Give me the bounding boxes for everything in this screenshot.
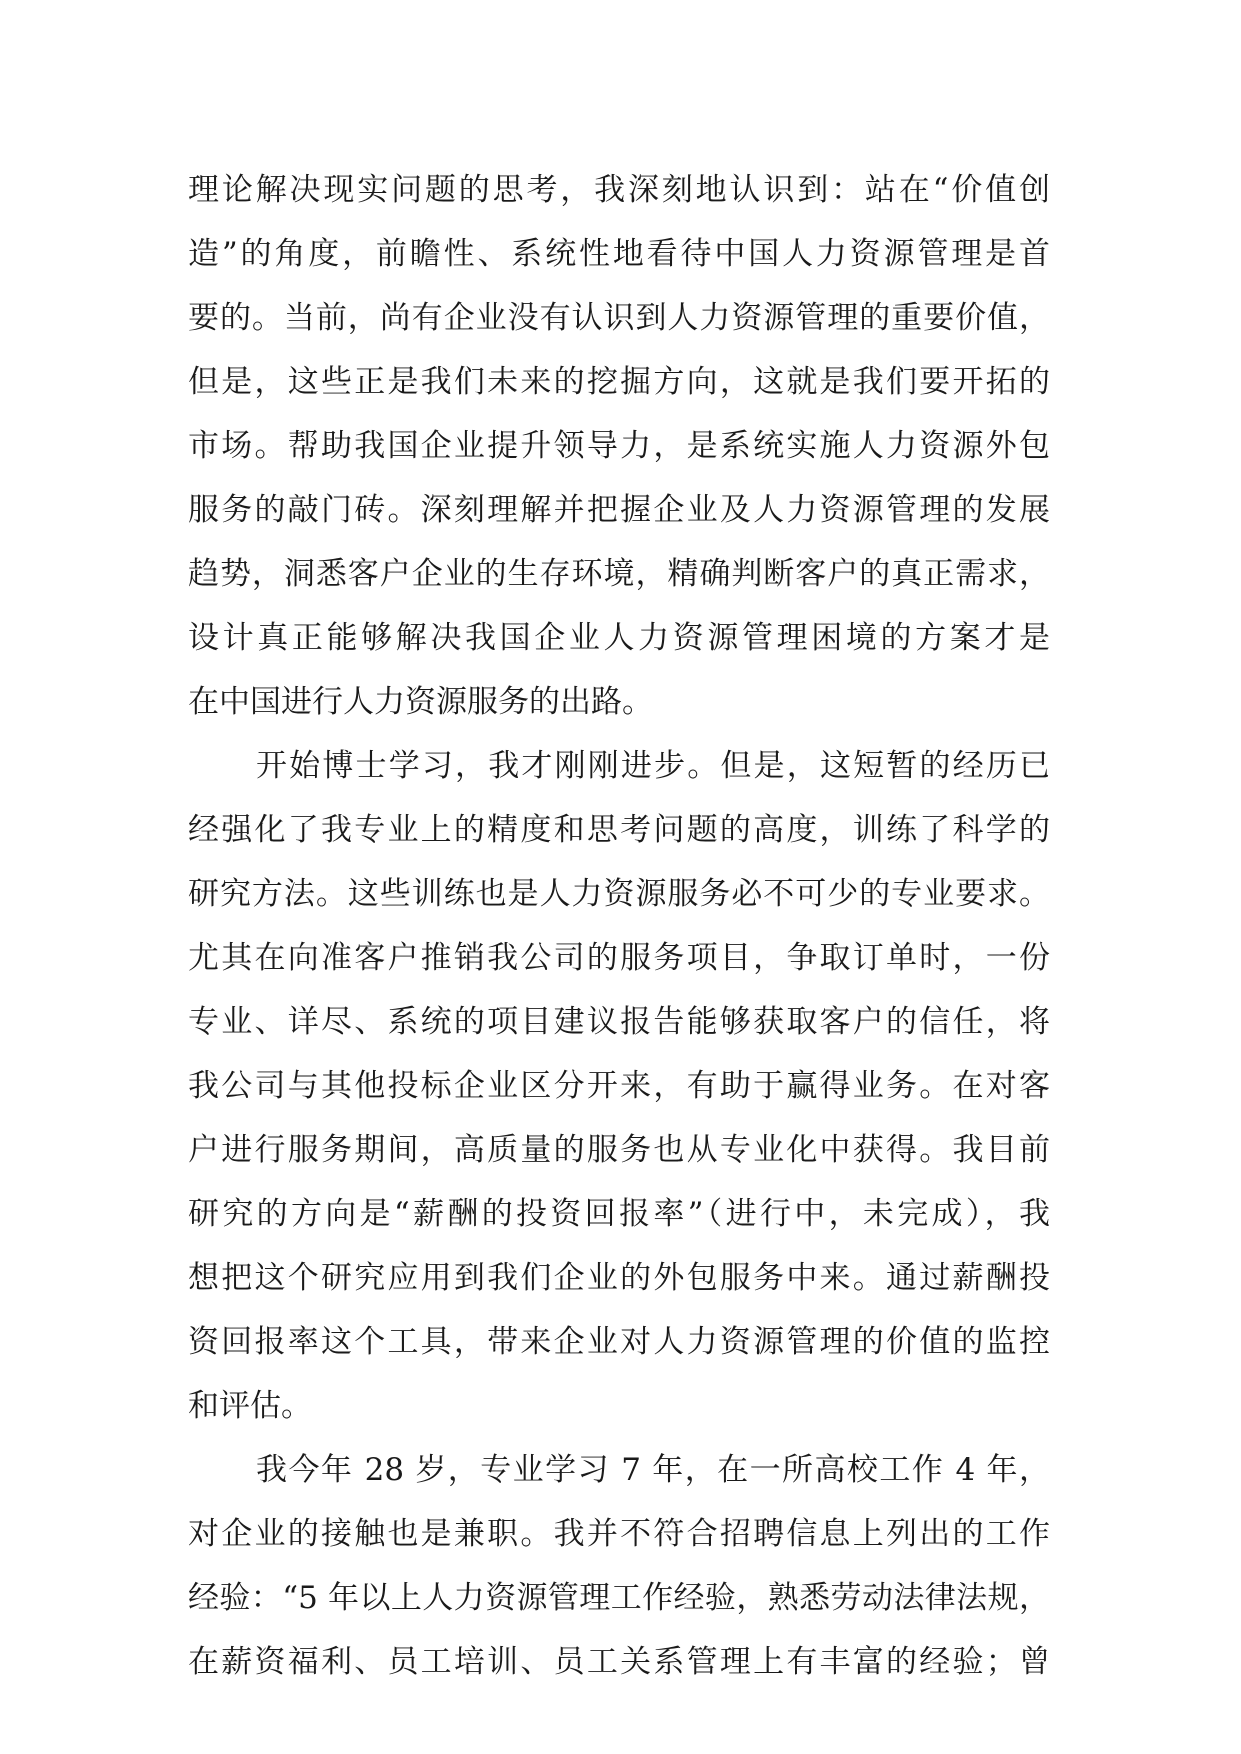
text-line: 市场。帮助我国企业提升领导力，是系统实施人力资源外包 [188, 428, 1050, 464]
text-line: 但是，这些正是我们未来的挖掘方向，这就是我们要开拓的 [188, 364, 1050, 400]
text-line: 在薪资福利、员工培训、员工关系管理上有丰富的经验；曾 [188, 1644, 1050, 1680]
paragraph-2 [188, 734, 1050, 1438]
text-line: 造”的角度，前瞻性、系统性地看待中国人力资源管理是首 [188, 236, 1050, 272]
text-line: 研究方法。这些训练也是人力资源服务必不可少的专业要求。 [188, 876, 1050, 912]
text-line: 服务的敲门砖。深刻理解并把握企业及人力资源管理的发展 [188, 492, 1050, 528]
text-line: 理论解决现实问题的思考，我深刻地认识到：站在“价值创 [188, 172, 1050, 208]
text-line: 在中国进行人力资源服务的出路。 [188, 684, 653, 720]
text-line: 开始博士学习，我才刚刚进步。但是，这短暂的经历已 [256, 748, 1050, 784]
text-line: 和评估。 [188, 1388, 312, 1424]
text-line: 想把这个研究应用到我们企业的外包服务中来。通过薪酬投 [188, 1260, 1050, 1296]
text-line: 经验：“5 年以上人力资源管理工作经验，熟悉劳动法律法规， [188, 1580, 1050, 1616]
text-line: 户进行服务期间，高质量的服务也从专业化中获得。我目前 [188, 1132, 1050, 1168]
text-line: 趋势，洞悉客户企业的生存环境，精确判断客户的真正需求， [188, 556, 1050, 592]
text-line: 我公司与其他投标企业区分开来，有助于赢得业务。在对客 [188, 1068, 1050, 1104]
text-line: 要的。当前，尚有企业没有认识到人力资源管理的重要价值， [188, 300, 1050, 336]
text-line: 设计真正能够解决我国企业人力资源管理困境的方案才是 [188, 620, 1050, 656]
paragraph-3 [188, 1438, 1050, 1694]
text-line: 专业、详尽、系统的项目建议报告能够获取客户的信任，将 [188, 1004, 1050, 1040]
text-line: 资回报率这个工具，带来企业对人力资源管理的价值的监控 [188, 1324, 1050, 1360]
text-line: 尤其在向准客户推销我公司的服务项目，争取订单时，一份 [188, 940, 1050, 976]
paragraph-1 [188, 158, 1050, 734]
text-line: 经强化了我专业上的精度和思考问题的高度，训练了科学的 [188, 812, 1050, 848]
text-line: 对企业的接触也是兼职。我并不符合招聘信息上列出的工作 [188, 1516, 1050, 1552]
text-line: 研究的方向是“薪酬的投资回报率”（进行中，未完成），我 [188, 1196, 1050, 1232]
document-body [188, 158, 1050, 1694]
text-line: 我今年 28 岁，专业学习 7 年，在一所高校工作 4 年， [256, 1452, 1050, 1488]
